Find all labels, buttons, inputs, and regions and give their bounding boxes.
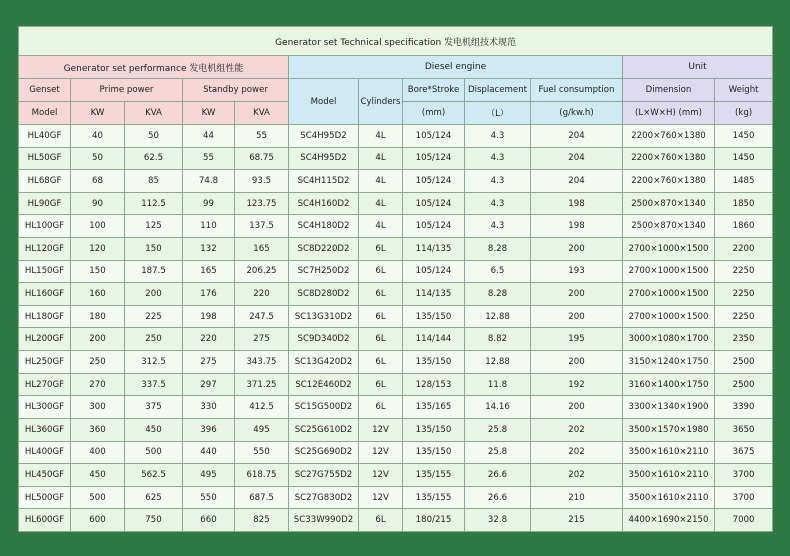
bore-stroke-cell: 135/150 [403, 441, 465, 464]
dimension-cell: 3000×1080×1700 [623, 328, 715, 351]
standby-kva-cell: 206.25 [235, 260, 289, 283]
standby-kva-cell: 93.5 [235, 170, 289, 193]
standby-kva-cell: 275 [235, 328, 289, 351]
cylinders-cell: 6L [359, 396, 403, 419]
fuel-consumption-cell: 198 [531, 215, 623, 238]
engine-model-cell: SC33W990D2 [289, 509, 359, 532]
standby-kva-cell: 495 [235, 418, 289, 441]
spec-table [18, 26, 773, 532]
fuel-consumption-cell: 200 [531, 351, 623, 374]
bore-stroke-unit: (mm) [403, 102, 465, 125]
weight-cell: 1485 [715, 170, 773, 193]
engine-model-cell: SC4H115D2 [289, 170, 359, 193]
weight-cell: 7000 [715, 509, 773, 532]
prime-kw-cell: 160 [71, 283, 125, 306]
bore-stroke-cell: 105/124 [403, 260, 465, 283]
weight-cell: 3650 [715, 418, 773, 441]
table-row [19, 283, 773, 306]
fuel-consumption-cell: 193 [531, 260, 623, 283]
engine-model-cell: SC4H160D2 [289, 192, 359, 215]
bore-stroke-cell: 135/150 [403, 305, 465, 328]
table-row [19, 464, 773, 487]
model-unit-header: Model [19, 102, 71, 125]
weight-cell: 2500 [715, 373, 773, 396]
bore-stroke-cell: 105/124 [403, 147, 465, 170]
prime-kw-cell: 400 [71, 441, 125, 464]
prime-kw-cell: 50 [71, 147, 125, 170]
fuel-consumption-cell: 204 [531, 170, 623, 193]
cylinders-cell: 12V [359, 418, 403, 441]
prime-kva-cell: 150 [125, 238, 183, 261]
genset-model-cell: HL68GF [19, 170, 71, 193]
prime-kw-cell: 90 [71, 192, 125, 215]
prime-kva-cell: 337.5 [125, 373, 183, 396]
cylinders-cell: 6L [359, 283, 403, 306]
displacement-cell: 4.3 [465, 170, 531, 193]
weight-cell: 1860 [715, 215, 773, 238]
displacement-cell: 4.3 [465, 147, 531, 170]
prime-kva-header: KVA [125, 102, 183, 125]
displacement-cell: 8.82 [465, 328, 531, 351]
cylinders-cell: 6L [359, 509, 403, 532]
performance-group-header: Generator set performance 发电机组性能 [19, 56, 289, 79]
dimension-cell: 3500×1610×2110 [623, 464, 715, 487]
displacement-cell: 4.3 [465, 215, 531, 238]
bore-stroke-cell: 135/155 [403, 464, 465, 487]
standby-kw-cell: 275 [183, 351, 235, 374]
table-row [19, 215, 773, 238]
table-row [19, 418, 773, 441]
prime-kw-cell: 68 [71, 170, 125, 193]
prime-kva-cell: 225 [125, 305, 183, 328]
prime-kva-cell: 375 [125, 396, 183, 419]
bore-stroke-cell: 135/165 [403, 396, 465, 419]
fuel-consumption-cell: 202 [531, 441, 623, 464]
fuel-consumption-cell: 195 [531, 328, 623, 351]
standby-kva-cell: 68.75 [235, 147, 289, 170]
fuel-consumption-cell: 198 [531, 192, 623, 215]
standby-kva-cell: 825 [235, 509, 289, 532]
fuel-consumption-cell: 210 [531, 486, 623, 509]
prime-kva-cell: 250 [125, 328, 183, 351]
standby-kw-cell: 396 [183, 418, 235, 441]
fuel-consumption-cell: 200 [531, 305, 623, 328]
cylinders-cell: 6L [359, 238, 403, 261]
weight-cell: 2200 [715, 238, 773, 261]
table-row [19, 328, 773, 351]
standby-kw-cell: 297 [183, 373, 235, 396]
engine-model-cell: SC9D340D2 [289, 328, 359, 351]
engine-model-header: Model [289, 79, 359, 125]
table-row [19, 486, 773, 509]
dimension-cell: 2700×1000×1500 [623, 305, 715, 328]
genset-model-cell: HL120GF [19, 238, 71, 261]
standby-kw-cell: 550 [183, 486, 235, 509]
bore-stroke-header: Bore*Stroke [403, 79, 465, 102]
standby-kw-cell: 495 [183, 464, 235, 487]
engine-model-cell: SC8D280D2 [289, 283, 359, 306]
cylinders-cell: 6L [359, 373, 403, 396]
standby-kw-cell: 165 [183, 260, 235, 283]
standby-kw-cell: 330 [183, 396, 235, 419]
engine-model-cell: SC13G310D2 [289, 305, 359, 328]
table-row [19, 509, 773, 532]
fuel-consumption-cell: 215 [531, 509, 623, 532]
weight-cell: 2250 [715, 305, 773, 328]
displacement-cell: 26.6 [465, 464, 531, 487]
spec-table-body [19, 125, 773, 532]
engine-model-cell: SC27G755D2 [289, 464, 359, 487]
cylinders-header: Cylinders [359, 79, 403, 125]
prime-kva-cell: 50 [125, 125, 183, 148]
cylinders-cell: 6L [359, 328, 403, 351]
displacement-cell: 25.8 [465, 441, 531, 464]
table-row [19, 125, 773, 148]
dimension-cell: 3500×1610×2110 [623, 486, 715, 509]
genset-model-cell: HL360GF [19, 418, 71, 441]
standby-kva-header: KVA [235, 102, 289, 125]
displacement-cell: 12.88 [465, 351, 531, 374]
weight-cell: 3700 [715, 464, 773, 487]
dimension-cell: 2700×1000×1500 [623, 260, 715, 283]
cylinders-cell: 6L [359, 260, 403, 283]
standby-kw-cell: 44 [183, 125, 235, 148]
table-row [19, 441, 773, 464]
displacement-cell: 8.28 [465, 238, 531, 261]
weight-cell: 2500 [715, 351, 773, 374]
weight-cell: 1450 [715, 125, 773, 148]
genset-model-cell: HL180GF [19, 305, 71, 328]
standby-kw-cell: 220 [183, 328, 235, 351]
cylinders-cell: 4L [359, 125, 403, 148]
prime-kw-cell: 500 [71, 486, 125, 509]
prime-kw-cell: 300 [71, 396, 125, 419]
standby-kw-cell: 74.8 [183, 170, 235, 193]
prime-kva-cell: 500 [125, 441, 183, 464]
engine-model-cell: SC27G830D2 [289, 486, 359, 509]
prime-kw-cell: 600 [71, 509, 125, 532]
weight-cell: 2250 [715, 260, 773, 283]
fuel-consumption-header: Fuel consumption [531, 79, 623, 102]
dimension-cell: 3150×1240×1750 [623, 351, 715, 374]
table-row [19, 373, 773, 396]
cylinders-cell: 4L [359, 215, 403, 238]
weight-cell: 3700 [715, 486, 773, 509]
genset-model-cell: HL100GF [19, 215, 71, 238]
prime-kva-cell: 750 [125, 509, 183, 532]
weight-header: Weight [715, 79, 773, 102]
standby-kw-cell: 99 [183, 192, 235, 215]
standby-kva-cell: 687.5 [235, 486, 289, 509]
prime-kva-cell: 112.5 [125, 192, 183, 215]
engine-model-cell: SC7H250D2 [289, 260, 359, 283]
standby-kw-cell: 198 [183, 305, 235, 328]
dimension-cell: 2500×870×1340 [623, 192, 715, 215]
genset-model-cell: HL40GF [19, 125, 71, 148]
table-row [19, 238, 773, 261]
weight-cell: 1450 [715, 147, 773, 170]
fuel-consumption-cell: 192 [531, 373, 623, 396]
dimension-cell: 2700×1000×1500 [623, 283, 715, 306]
bore-stroke-cell: 180/215 [403, 509, 465, 532]
bore-stroke-cell: 135/150 [403, 418, 465, 441]
table-row [19, 170, 773, 193]
displacement-cell: 14.16 [465, 396, 531, 419]
table-row [19, 260, 773, 283]
weight-cell: 1850 [715, 192, 773, 215]
bore-stroke-cell: 114/144 [403, 328, 465, 351]
bore-stroke-cell: 128/153 [403, 373, 465, 396]
prime-kw-header: KW [71, 102, 125, 125]
table-row [19, 396, 773, 419]
dimension-cell: 3500×1570×1980 [623, 418, 715, 441]
cylinders-cell: 12V [359, 486, 403, 509]
prime-power-header: Prime power [71, 79, 183, 102]
fuel-consumption-cell: 200 [531, 238, 623, 261]
prime-kw-cell: 360 [71, 418, 125, 441]
standby-kva-cell: 618.75 [235, 464, 289, 487]
dimension-cell: 2200×760×1380 [623, 125, 715, 148]
bore-stroke-cell: 105/124 [403, 215, 465, 238]
weight-cell: 2350 [715, 328, 773, 351]
prime-kva-cell: 312.5 [125, 351, 183, 374]
engine-model-cell: SC12E460D2 [289, 373, 359, 396]
bore-stroke-cell: 135/150 [403, 351, 465, 374]
bore-stroke-cell: 105/124 [403, 192, 465, 215]
cylinders-cell: 4L [359, 170, 403, 193]
dimension-cell: 2700×1000×1500 [623, 238, 715, 261]
fuel-consumption-cell: 200 [531, 396, 623, 419]
genset-header: Genset [19, 79, 71, 102]
engine-model-cell: SC25G690D2 [289, 441, 359, 464]
displacement-unit: （L） [465, 102, 531, 125]
cylinders-cell: 4L [359, 147, 403, 170]
bore-stroke-cell: 135/155 [403, 486, 465, 509]
unit-group-header: Unit [623, 56, 773, 79]
dimension-cell: 2200×760×1380 [623, 147, 715, 170]
bore-stroke-cell: 105/124 [403, 170, 465, 193]
dimension-header: Dimension [623, 79, 715, 102]
standby-kw-cell: 176 [183, 283, 235, 306]
standby-kva-cell: 123.75 [235, 192, 289, 215]
standby-power-header: Standby power [183, 79, 289, 102]
cylinders-cell: 12V [359, 464, 403, 487]
displacement-cell: 6.5 [465, 260, 531, 283]
cylinders-cell: 6L [359, 351, 403, 374]
table-title: Generator set Technical specification 发电机组技术规范 [19, 27, 773, 56]
standby-kva-cell: 55 [235, 125, 289, 148]
dimension-cell: 2500×870×1340 [623, 215, 715, 238]
genset-model-cell: HL300GF [19, 396, 71, 419]
prime-kva-cell: 187.5 [125, 260, 183, 283]
fuel-consumption-cell: 204 [531, 125, 623, 148]
prime-kw-cell: 120 [71, 238, 125, 261]
engine-model-cell: SC13G420D2 [289, 351, 359, 374]
prime-kva-cell: 62.5 [125, 147, 183, 170]
bore-stroke-cell: 114/135 [403, 283, 465, 306]
standby-kva-cell: 343.75 [235, 351, 289, 374]
prime-kw-cell: 250 [71, 351, 125, 374]
engine-model-cell: SC4H180D2 [289, 215, 359, 238]
prime-kva-cell: 200 [125, 283, 183, 306]
displacement-cell: 25.8 [465, 418, 531, 441]
standby-kva-cell: 371.25 [235, 373, 289, 396]
cylinders-cell: 12V [359, 441, 403, 464]
table-row [19, 305, 773, 328]
genset-model-cell: HL250GF [19, 351, 71, 374]
prime-kw-cell: 40 [71, 125, 125, 148]
genset-model-cell: HL160GF [19, 283, 71, 306]
weight-cell: 3390 [715, 396, 773, 419]
displacement-cell: 4.3 [465, 192, 531, 215]
fuel-consumption-cell: 202 [531, 464, 623, 487]
standby-kva-cell: 137.5 [235, 215, 289, 238]
prime-kw-cell: 200 [71, 328, 125, 351]
standby-kva-cell: 165 [235, 238, 289, 261]
prime-kw-cell: 450 [71, 464, 125, 487]
weight-cell: 3675 [715, 441, 773, 464]
engine-model-cell: SC4H95D2 [289, 125, 359, 148]
displacement-cell: 4.3 [465, 125, 531, 148]
standby-kw-cell: 55 [183, 147, 235, 170]
engine-model-cell: SC4H95D2 [289, 147, 359, 170]
standby-kva-cell: 412.5 [235, 396, 289, 419]
genset-model-cell: HL500GF [19, 486, 71, 509]
genset-model-cell: HL200GF [19, 328, 71, 351]
fuel-unit: (g/kw.h) [531, 102, 623, 125]
table-row [19, 147, 773, 170]
standby-kw-cell: 660 [183, 509, 235, 532]
standby-kw-cell: 132 [183, 238, 235, 261]
engine-group-header: Diesel engine [289, 56, 623, 79]
displacement-cell: 8.28 [465, 283, 531, 306]
weight-unit: (kg) [715, 102, 773, 125]
prime-kva-cell: 85 [125, 170, 183, 193]
prime-kw-cell: 270 [71, 373, 125, 396]
genset-model-cell: HL150GF [19, 260, 71, 283]
prime-kva-cell: 125 [125, 215, 183, 238]
fuel-consumption-cell: 202 [531, 418, 623, 441]
dimension-cell: 4400×1690×2150 [623, 509, 715, 532]
prime-kva-cell: 562.5 [125, 464, 183, 487]
displacement-cell: 32.8 [465, 509, 531, 532]
fuel-consumption-cell: 204 [531, 147, 623, 170]
standby-kw-cell: 110 [183, 215, 235, 238]
weight-cell: 2250 [715, 283, 773, 306]
genset-model-cell: HL450GF [19, 464, 71, 487]
genset-model-cell: HL400GF [19, 441, 71, 464]
dimension-cell: 2200×760×1380 [623, 170, 715, 193]
bore-stroke-cell: 105/124 [403, 125, 465, 148]
engine-model-cell: SC25G610D2 [289, 418, 359, 441]
table-row [19, 351, 773, 374]
genset-model-cell: HL600GF [19, 509, 71, 532]
standby-kva-cell: 247.5 [235, 305, 289, 328]
dimension-cell: 3500×1610×2110 [623, 441, 715, 464]
displacement-cell: 12.88 [465, 305, 531, 328]
prime-kw-cell: 100 [71, 215, 125, 238]
prime-kva-cell: 625 [125, 486, 183, 509]
genset-model-cell: HL270GF [19, 373, 71, 396]
engine-model-cell: SC8D220D2 [289, 238, 359, 261]
displacement-header: Displacement [465, 79, 531, 102]
standby-kva-cell: 550 [235, 441, 289, 464]
standby-kw-cell: 440 [183, 441, 235, 464]
dimension-cell: 3300×1340×1900 [623, 396, 715, 419]
standby-kva-cell: 220 [235, 283, 289, 306]
cylinders-cell: 4L [359, 192, 403, 215]
displacement-cell: 11.8 [465, 373, 531, 396]
cylinders-cell: 6L [359, 305, 403, 328]
genset-model-cell: HL50GF [19, 147, 71, 170]
prime-kw-cell: 180 [71, 305, 125, 328]
genset-model-cell: HL90GF [19, 192, 71, 215]
table-row [19, 192, 773, 215]
bore-stroke-cell: 114/135 [403, 238, 465, 261]
standby-kw-header: KW [183, 102, 235, 125]
prime-kw-cell: 150 [71, 260, 125, 283]
displacement-cell: 26.6 [465, 486, 531, 509]
engine-model-cell: SC15G500D2 [289, 396, 359, 419]
dimension-unit: (L×W×H) (mm) [623, 102, 715, 125]
fuel-consumption-cell: 200 [531, 283, 623, 306]
prime-kva-cell: 450 [125, 418, 183, 441]
dimension-cell: 3160×1400×1750 [623, 373, 715, 396]
